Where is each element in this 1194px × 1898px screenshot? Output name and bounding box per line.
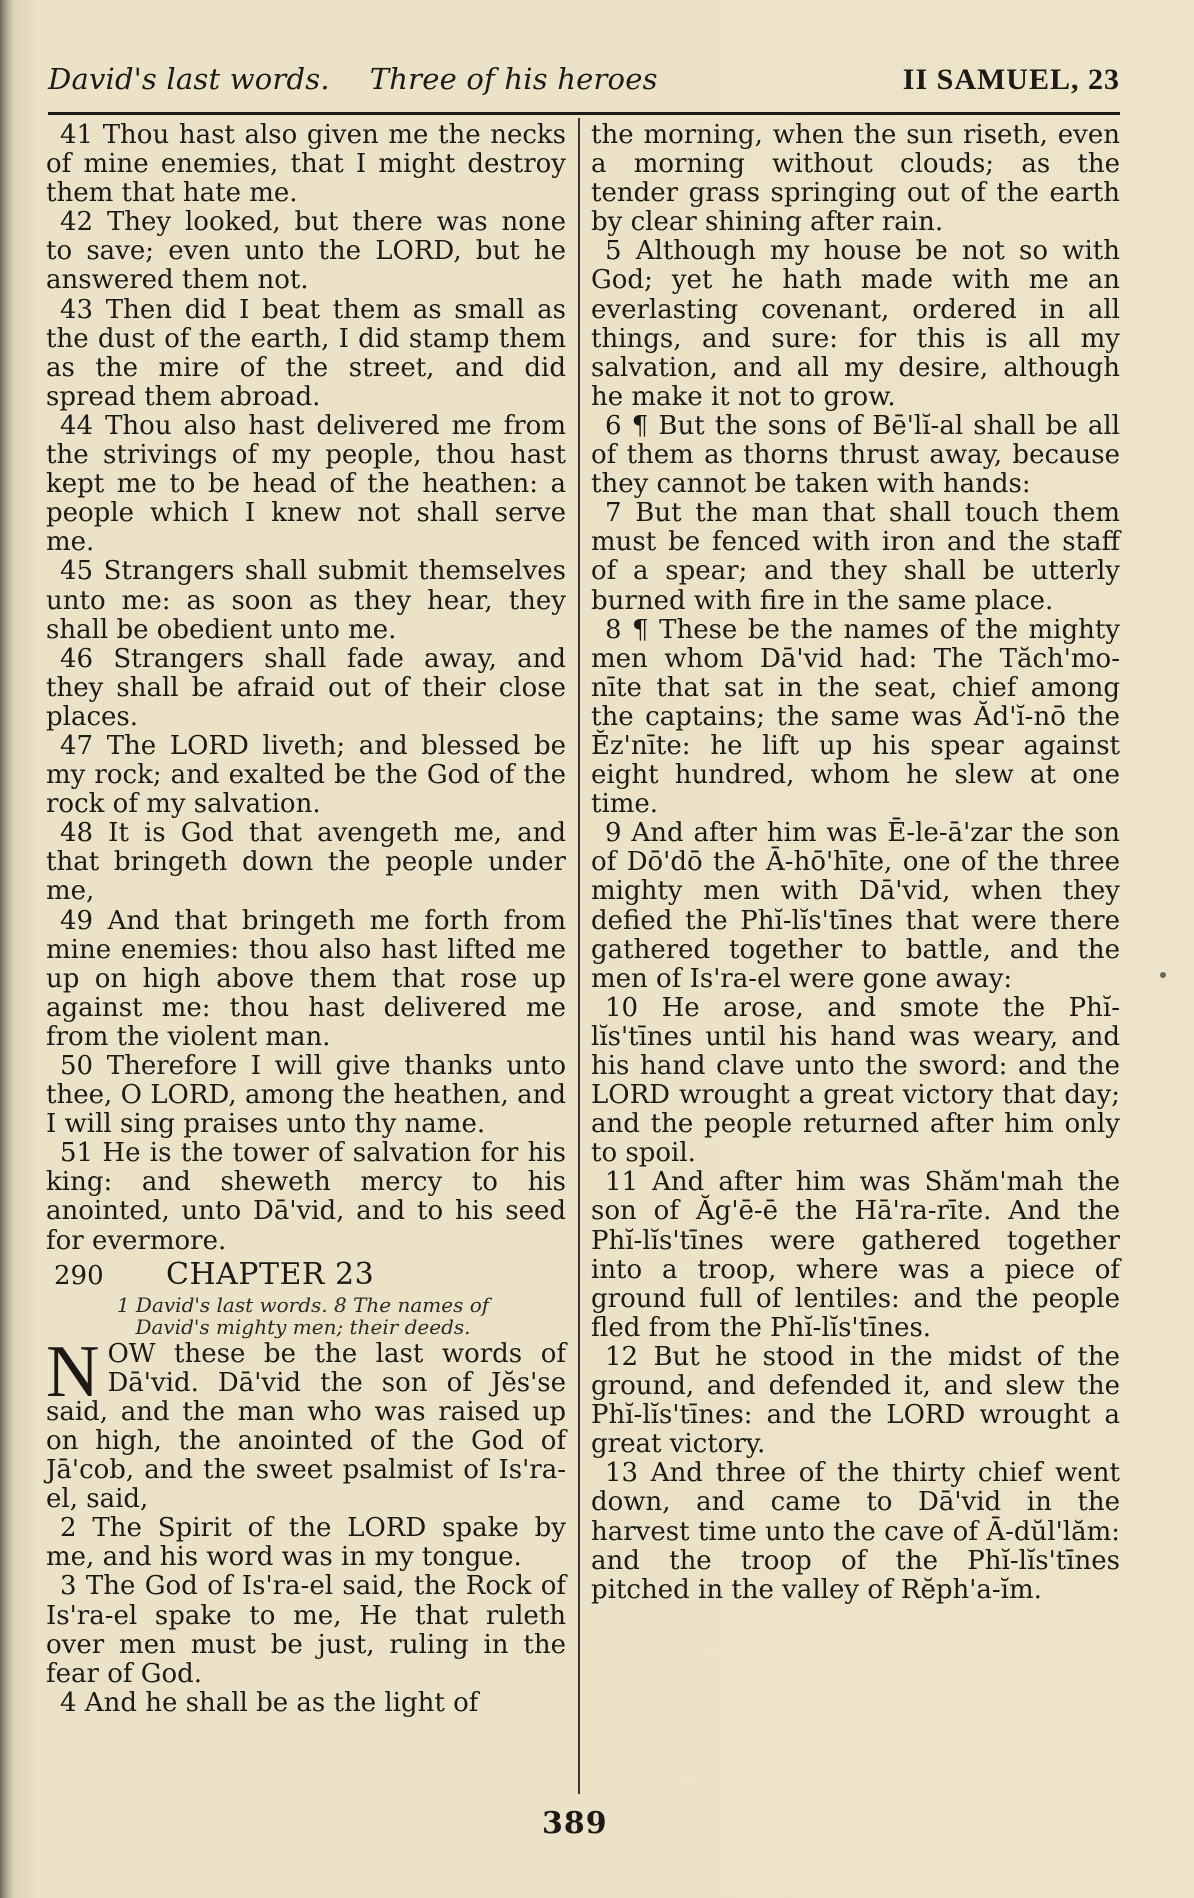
verse-12: 12 But he stood in the midst of the ground, and defended it, and slew the Phĭ-lĭs'tīnes: and the LORD wrought a great victory. bbox=[591, 1341, 1120, 1460]
chapter-summary-line-1: 1 David's last words. 8 The names of bbox=[116, 1292, 490, 1317]
chapter-ref-number: 290 bbox=[54, 1260, 104, 1291]
chapter-summary bbox=[46, 1294, 560, 1338]
chapter-summary-line-2: David's mighty men; their deeds. bbox=[135, 1314, 471, 1339]
verse-3: 3 The God of Is'ra-el said, the Rock of Is'ra-el spake to me, He that ruleth over men must be just, ruling in the fear of God. bbox=[46, 1571, 566, 1689]
left-column bbox=[46, 121, 566, 1718]
verse-4-start: 4 And he shall be as the light of bbox=[60, 1687, 479, 1718]
header-rule bbox=[48, 112, 1120, 115]
drop-cap: N bbox=[46, 1330, 100, 1413]
verse-1 bbox=[46, 1330, 566, 1515]
column-divider bbox=[578, 118, 580, 1794]
verse-47: 47 The LORD liveth; and blessed be my rock; and exalted be the God of the rock of my salvation. bbox=[46, 730, 566, 820]
chapter-heading bbox=[46, 1256, 566, 1294]
verse-2: 2 The Spirit of the LORD spake by me, and his word was in my tongue. bbox=[46, 1513, 566, 1573]
verse-50: 50 Therefore I will give thanks unto thee, O LORD, among the heathen, and I will sing praises unto thy name. bbox=[46, 1051, 566, 1140]
chapter-title: CHAPTER 23 bbox=[166, 1256, 375, 1292]
verse-41: 41 Thou hast also given me the necks of mine enemies, that I might destroy them that hate me. bbox=[46, 120, 566, 209]
page-number: 389 bbox=[542, 1806, 608, 1841]
verse-1-text: OW these be the last words of Dā'vid. Dā'vid the son of Jĕs'se said, and the man who was raised up on high, the anointed of the God of Jā'cob, and the sweet psalmist of Is'ra-el, said, bbox=[46, 1338, 566, 1515]
verse-4-continued: the morning, when the sun riseth, even a morning without clouds; as the tender grass springing out of the earth by clear shining after rain. bbox=[591, 120, 1120, 238]
header-left-subtitle: Three of his heroes bbox=[369, 62, 658, 96]
verse-10: 10 He arose, and smote the Phĭ-lĭs'tīnes until his hand was weary, and his hand clave unto the sword: and the LORD wrought a great victory that day; and the people returned after him only to spoil. bbox=[591, 992, 1120, 1169]
verse-8: 8 ¶ These be the names of the mighty men whom Dā'vid had: The Tăch'mo-nīte that sat in the seat, chief among the captains; the same was Ăd'ĭ-nō the Ĕz'nīte: he lift up his spear against eight hundred, whom he slew at one time. bbox=[591, 614, 1120, 820]
verse-7: 7 But the man that shall touch them must be fenced with iron and the staff of a spear; and they shall be utterly burned with fire in the same place. bbox=[591, 498, 1120, 616]
running-header bbox=[48, 62, 1120, 106]
verse-46: 46 Strangers shall fade away, and they shall be afraid out of their close places. bbox=[46, 643, 566, 732]
header-topic bbox=[48, 62, 658, 96]
verse-51: 51 He is the tower of salvation for his king: and sheweth mercy to his anointed, unto Dā'vid, and to his seed for evermore. bbox=[46, 1138, 566, 1256]
verse-5: 5 Although my house be not so with God; yet he hath made with me an everlasting covenant, ordered in all things, and sure: for this is all my salvation, and all my desire, although he make it not to grow. bbox=[591, 236, 1120, 412]
verse-6: 6 ¶ But the sons of Bē'lĭ-al shall be all of them as thorns thrust away, because they cannot be taken with hands: bbox=[591, 410, 1120, 500]
header-book-chapter: II SAMUEL, 23 bbox=[902, 63, 1120, 96]
verse-48: 48 It is God that avengeth me, and that bringeth down the people under me, bbox=[46, 818, 566, 907]
verse-13: 13 And three of the thirty chief went down, and came to Dā'vid in the harvest time unto the cave of Ā-dŭl'lăm: and the troop of the Phĭ-lĭs'tīnes pitched in the valley of Rĕph'a-ĭm. bbox=[591, 1458, 1120, 1605]
margin-dot bbox=[1160, 972, 1166, 978]
right-column bbox=[591, 121, 1120, 1605]
verse-43: 43 Then did I beat them as small as the dust of the earth, I did stamp them as the mire of the street, and did spread them abroad. bbox=[46, 294, 566, 412]
verse-49: 49 And that bringeth me forth from mine enemies: thou also hast lifted me up on high above them that rose up against me: thou hast delivered me from the violent man. bbox=[46, 905, 566, 1052]
header-left-title: David's last words. bbox=[48, 62, 330, 96]
verse-42: 42 They looked, but there was none to save; even unto the LORD, but he answered them not. bbox=[46, 207, 566, 296]
verse-9: 9 And after him was Ē-le-ā'zar the son of Dō'dō the Ā-hō'hīte, one of the three mighty men with Dā'vid, when they defied the Phĭ-lĭs'tīnes that were there gathered together to battle, and the men of Is'ra-el were gone away: bbox=[591, 818, 1120, 994]
verse-45: 45 Strangers shall submit themselves unto me: as soon as they hear, they shall be obedient unto me. bbox=[46, 556, 566, 645]
verse-11: 11 And after him was Shăm'mah the son of Ăg'ē-ē the Hā'ra-rīte. And the Phĭ-lĭs'tīnes were gathered together into a troop, where was a piece of ground full of lentiles: and the people fled from the Phĭ-lĭs'tīnes. bbox=[591, 1167, 1120, 1343]
verse-44: 44 Thou also hast delivered me from the strivings of my people, thou hast kept me to be head of the heathen: a people which I knew not shall serve me. bbox=[46, 410, 566, 558]
